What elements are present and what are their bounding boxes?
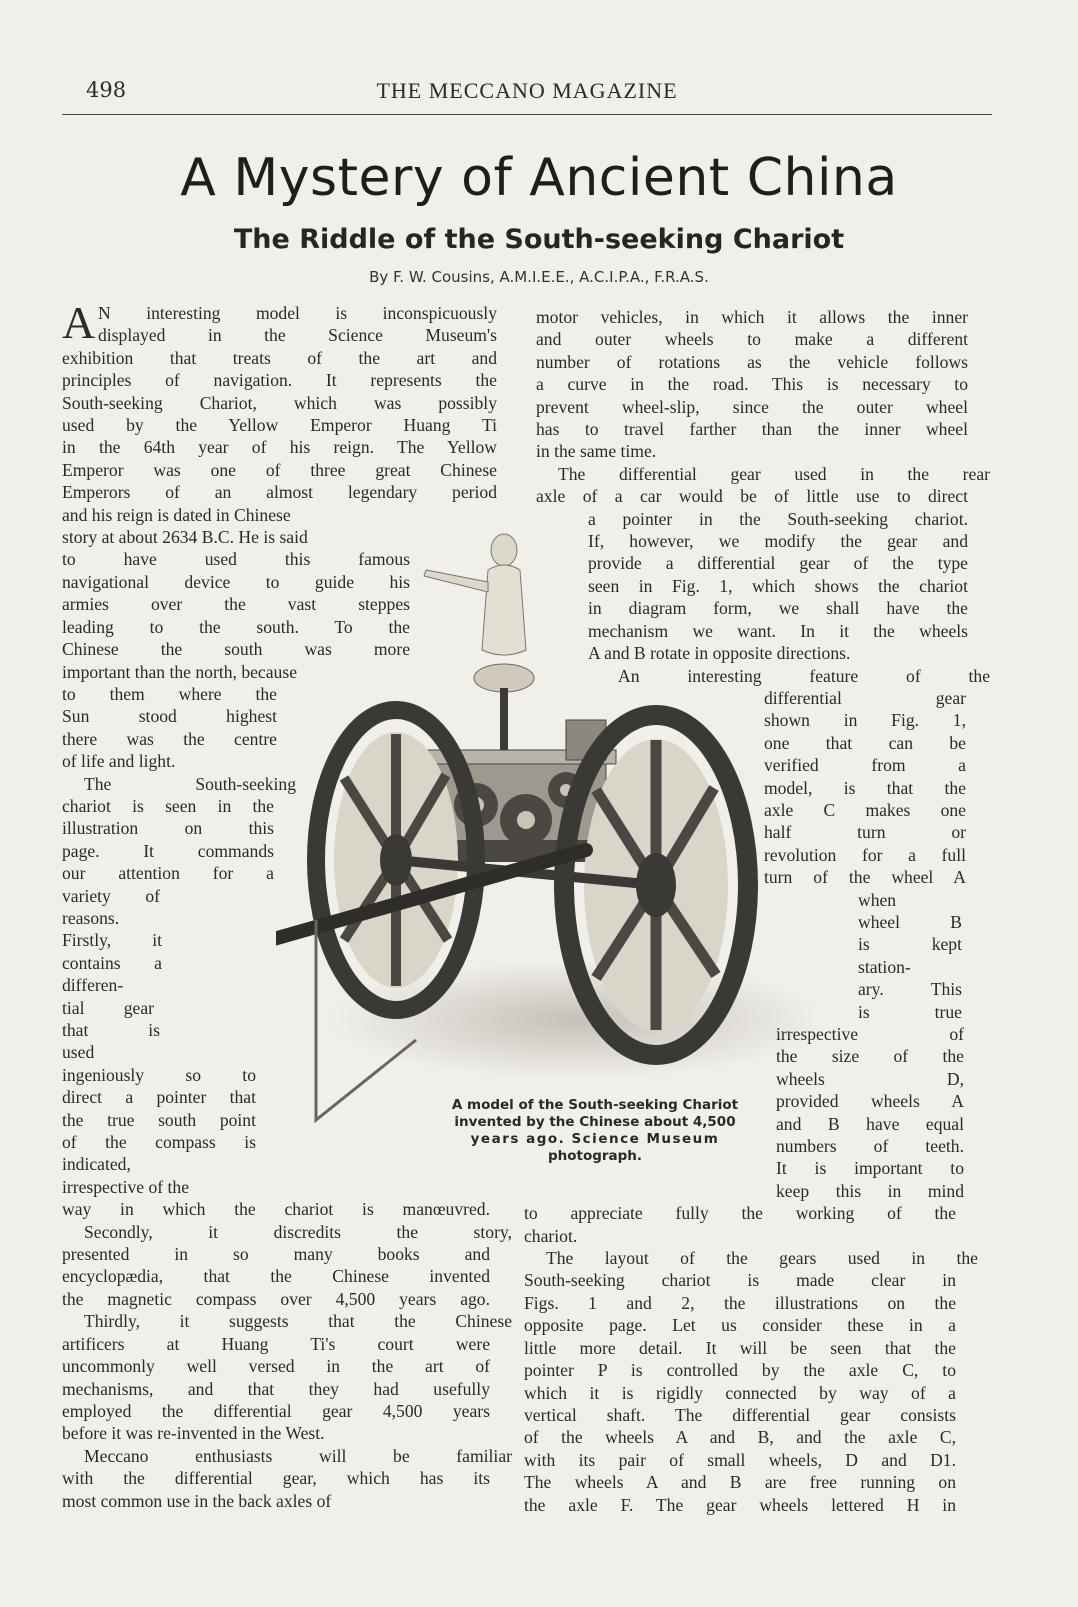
text-line: wheel B	[858, 911, 962, 932]
text-line: and outer wheels to make a different	[536, 329, 968, 350]
text-line: verified from a	[764, 755, 966, 776]
text-line: the axle F. The gear wheels lettered H in	[524, 1494, 956, 1515]
text-line: mechanism we want. In it the wheels	[588, 620, 968, 641]
text-line: irrespective of	[776, 1024, 964, 1044]
text-line: the magnetic compass over 4,500 years ago.	[62, 1288, 490, 1309]
text-line: pointer P is controlled by the axle C, to	[524, 1360, 956, 1381]
text-line: numbers of teeth.	[776, 1136, 964, 1157]
text-line: the size of the	[776, 1046, 964, 1067]
text-line: number of rotations as the vehicle follows	[536, 351, 968, 372]
text-line: in the 64th year of his reign. The Yellow	[62, 437, 497, 458]
text-line: there was the centre	[62, 728, 277, 749]
text-line: direct a pointer that	[62, 1087, 256, 1108]
text-line: to them where the	[62, 683, 277, 704]
text-line: revolution for a full	[764, 844, 966, 865]
text-line: If, however, we modify the gear and	[588, 531, 968, 552]
article-title: A Mystery of Ancient China	[180, 148, 898, 208]
text-line: The layout of the gears used in the	[546, 1248, 978, 1269]
text-line: the true south point	[62, 1109, 256, 1130]
text-line: differen-	[62, 975, 124, 996]
text-line: of the compass is	[62, 1132, 256, 1153]
text-line: Emperors of an almost legendary period	[62, 482, 497, 503]
text-line: is true	[858, 1001, 962, 1022]
text-line: exhibition that treats of the art and	[62, 347, 497, 368]
caption-line: years ago. Science Museum	[470, 1131, 720, 1147]
right-column	[524, 306, 990, 1516]
text-line: most common use in the back axles of	[62, 1490, 332, 1511]
page-header	[62, 74, 992, 115]
text-line: The wheels A and B are free running on	[524, 1472, 956, 1493]
text-line: ingeniously so to	[62, 1064, 256, 1085]
text-line: in the same time.	[536, 441, 657, 462]
text-line: one that can be	[764, 732, 966, 753]
caption-line: invented by the Chinese about 4,500	[454, 1114, 736, 1130]
text-line: South-seeking Chariot, which was possibly	[62, 392, 497, 413]
text-line: to have used this famous	[62, 549, 410, 570]
left-column	[62, 297, 512, 1512]
text-line: opposite page. Let us consider these in a	[524, 1315, 956, 1336]
text-line: variety of	[62, 885, 160, 906]
text-line: page. It commands	[62, 840, 274, 861]
text-line: and B have equal	[776, 1113, 964, 1134]
text-line: turn of the wheel A	[764, 867, 966, 888]
text-line: of the wheels A and B, and the axle C,	[524, 1427, 956, 1448]
text-line: provide a differential gear of the type	[588, 553, 968, 574]
text-line: mechanisms, and that they had usefully	[62, 1378, 490, 1399]
caption-line: photograph.	[547, 1148, 643, 1164]
text-line: Thirdly, it suggests that the Chinese	[84, 1311, 512, 1332]
text-line: in diagram form, we shall have the	[588, 598, 968, 619]
text-line: South-seeking chariot is made clear in	[524, 1270, 956, 1291]
text-line: N interesting model is inconspicuously	[98, 303, 497, 323]
text-line: tial gear	[62, 997, 154, 1018]
text-line: little more detail. It will be seen that the	[524, 1337, 956, 1358]
text-line: Sun stood highest	[62, 706, 277, 727]
text-line: has to travel farther than the inner wheel	[536, 419, 968, 440]
text-line: uncommonly well versed in the art of	[62, 1356, 490, 1377]
text-line: way in which the chariot is manœuvred.	[62, 1199, 490, 1220]
magazine-name: THE MECCANO MAGAZINE	[376, 78, 678, 103]
text-line: reasons.	[62, 907, 120, 928]
text-line: when	[858, 889, 897, 910]
text-line: illustration on this	[62, 818, 274, 839]
text-line: keep this in mind	[776, 1180, 964, 1201]
text-line: story at about 2634 B.C. He is said	[62, 527, 308, 548]
text-line: Figs. 1 and 2, the illustrations on the	[524, 1292, 956, 1313]
text-line: Firstly, it	[62, 930, 162, 951]
text-line: to appreciate fully the working of the	[524, 1203, 956, 1224]
text-line: principles of navigation. It represents the	[62, 370, 497, 391]
text-line: A and B rotate in opposite directions.	[588, 643, 851, 664]
text-line: half turn or	[764, 822, 966, 843]
text-line: leading to the south. To the	[62, 616, 410, 637]
byline: By F. W. Cousins, A.M.I.E.E., A.C.I.P.A., F.R.A.S.	[369, 268, 709, 286]
text-line: chariot is seen in the	[62, 795, 274, 816]
text-line: provided wheels A	[776, 1091, 964, 1112]
text-line: differential gear	[764, 687, 966, 708]
text-line: and his reign is dated in Chinese	[62, 504, 291, 525]
text-line: wheels D,	[776, 1068, 964, 1089]
text-line: shown in Fig. 1,	[764, 710, 966, 731]
text-line: An interesting feature of the	[618, 665, 990, 686]
page-number: 498	[86, 78, 127, 102]
text-line: navigational device to guide his	[62, 571, 410, 592]
text-line: station-	[858, 956, 911, 977]
text-line: motor vehicles, in which it allows the inner	[536, 307, 968, 327]
text-line: our attention for a	[62, 863, 274, 884]
text-line: a pointer in the South-seeking chariot.	[588, 508, 968, 529]
text-line: presented in so many books and	[62, 1244, 490, 1265]
text-line: axle of a car would be of little use to direct	[536, 486, 968, 507]
text-line: is kept	[858, 934, 962, 955]
text-line: Chinese the south was more	[62, 639, 410, 660]
text-line: seen in Fig. 1, which shows the chariot	[588, 575, 968, 596]
text-line: of life and light.	[62, 751, 176, 772]
text-line: axle C makes one	[764, 799, 966, 820]
text-line: which it is rigidly connected by way of a	[524, 1382, 956, 1403]
text-line: contains a	[62, 952, 162, 973]
dropcap: A	[62, 297, 96, 348]
text-line: armies over the vast steppes	[62, 594, 410, 615]
article-subtitle: The Riddle of the South-seeking Chariot	[233, 224, 845, 255]
text-line: ary. This	[858, 979, 962, 1000]
text-line: with its pair of small wheels, D and D1.	[524, 1449, 956, 1470]
text-line: Meccano enthusiasts will be familiar	[84, 1445, 512, 1466]
text-line: encyclopædia, that the Chinese invented	[62, 1266, 490, 1287]
text-line: Secondly, it discredits the story,	[84, 1221, 512, 1242]
text-line: before it was re-invented in the West.	[62, 1423, 325, 1444]
text-line: used	[62, 1042, 95, 1063]
text-line: displayed in the Science Museum's	[98, 325, 497, 346]
text-line: indicated,	[62, 1154, 131, 1175]
text-line: artificers at Huang Ti's court were	[62, 1333, 490, 1354]
text-line: It is important to	[776, 1158, 964, 1179]
text-line: model, is that the	[764, 777, 966, 798]
text-line: Emperor was one of three great Chinese	[62, 459, 497, 480]
text-line: a curve in the road. This is necessary to	[536, 374, 968, 395]
text-line: prevent wheel-slip, since the outer wheel	[536, 396, 968, 417]
text-line: with the differential gear, which has its	[62, 1468, 490, 1489]
text-line: chariot.	[524, 1225, 578, 1246]
text-line: irrespective of the	[62, 1176, 190, 1197]
text-line: important than the north, because	[62, 661, 297, 682]
text-line: vertical shaft. The differential gear consists	[524, 1404, 956, 1425]
text-line: The South-seeking	[84, 773, 296, 794]
text-line: The differential gear used in the rear	[558, 463, 990, 484]
text-line: employed the differential gear 4,500 years	[62, 1400, 490, 1421]
text-line: used by the Yellow Emperor Huang Ti	[62, 415, 497, 436]
caption-line: A model of the South-seeking Chariot	[451, 1097, 739, 1113]
text-line: that is	[62, 1020, 160, 1040]
